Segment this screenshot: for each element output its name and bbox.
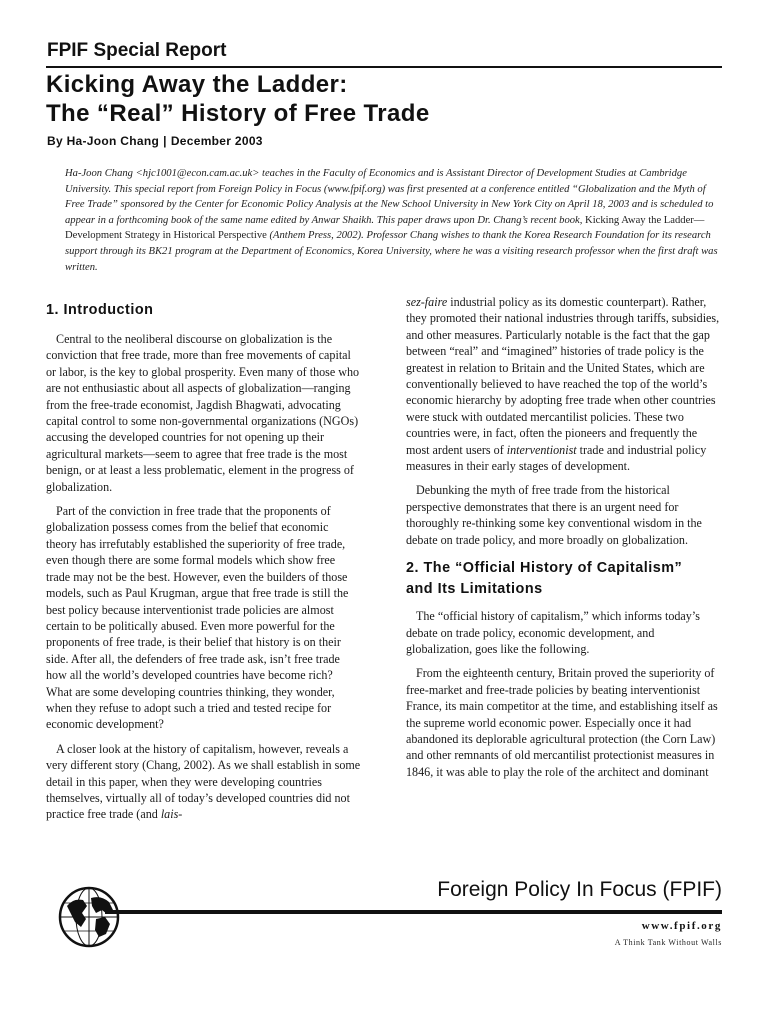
- section-2-heading-line-2: and Its Limitations: [406, 581, 543, 598]
- intro-paragraph-2: Part of the conviction in free trade that the proponents of globalization possess comes from the belief that economic theory has irrefutably established the superiority of free trade, even though there are some formal models which show free trade may not be the best. However, even the builders of those models, such as Paul Krugman, argue that free trade is still the best policy because interventionist trade policies are almost certain to be politically abused. Even more powerful for the proponents of free trade, is their belief that history is on their side. After all, the defenders of free trade ask, isn’t free trade how all the world’s developed countries have become rich? What are some developing countries thinking, they wonder, when they refuse to adopt such a tried and tested recipe for economic development?: [46, 504, 349, 732]
- footer-divider: [105, 910, 722, 914]
- fpif-globe-logo: [58, 886, 120, 948]
- series-label: FPIF Special Report: [47, 40, 227, 61]
- title-line-2: The “Real” History of Free Trade: [46, 100, 430, 127]
- report-title: [46, 70, 726, 128]
- section-2-paragraph-1: The “official history of capitalism,” which informs today’s debate on trade policy, economic development, and globalization, goes like the following.: [406, 609, 700, 656]
- footer-tagline: A Think Tank Without Walls: [614, 938, 722, 947]
- author: By Ha-Joon Chang: [47, 134, 160, 148]
- intro-paragraph-3-tail: trade and industrial policy measures in their early stages of development.: [406, 442, 707, 474]
- intro-paragraph-3-continued: [406, 294, 721, 474]
- interventionist-emphasis: interventionist: [506, 442, 577, 457]
- title-line-1: Kicking Away the Ladder:: [46, 71, 348, 98]
- intro-paragraph-3-start: [46, 741, 361, 823]
- intro-paragraph-4: Debunking the myth of free trade from the historical perspective demonstrates that there is an urgent need for thoroughly re-thinking some key conventional wisdom in the debate on trade policy, and more broadly on globalization.: [406, 483, 702, 547]
- section-2-paragraph-2: From the eighteenth century, Britain proved the superiority of free-market and free-trade policies by beating interventionist France, its main competitor at the time, and establishing itself as the supreme world economic power. Especially once it had abandoned its deplorable agricultural protection (the Corn Law) and other remnants of old mercantilist protectionist measures in 1846, it was able to play the role of the architect and dominant: [406, 666, 718, 779]
- laissez-faire-start: lais-: [160, 807, 183, 822]
- author-note-part-2: (Anthem Press, 2002). Professor Chang wishes to thank the Korea Research Foundation for its research support through its BK21 program at the Department of Economics, Korea University, where he was a visiting research professor when the first draft was written.: [65, 230, 718, 273]
- right-column: [406, 294, 721, 788]
- intro-paragraph-1: Central to the neoliberal discourse on globalization is the conviction that free trade, more than free movements of capital or labor, is the key to global prosperity. Even many of those who are not enthusiastic about all aspects of globalization—ranging from the free-trade economist, Jagdish Bhagwati, advocating capital control to some non-governmental organizations (NGOs) accusing the developed countries for not opening up their agricultural markets—seem to agree that free trade is the most benign, or at least a less problematic, element in the progress of globalization.: [46, 332, 360, 494]
- author-note-part-1: Ha-Joon Chang <hjc1001@econ.cam.ac.uk> teaches in the Faculty of Economics and is Assistant Director of Development Studies at Cambridge University. This special report from Foreign Policy in Focus (www.fpif.org) was first presented at a conference entitled “Globalization and the Myth of Free Trade” sponsored by the Center for Economic Policy Analysis at the New School University in New York City on April 18, 2003 and is scheduled to appear in a forthcoming book of the same name edited by Anwar Shaikh. This paper draws upon Dr. Chang’s recent book,: [65, 168, 714, 226]
- intro-paragraph-3-text: A closer look at the history of capitalism, however, reveals a very different story (Chang, 2002). As we shall establish in some detail in this paper, when they were developing countries themselves, virtually all of today’s developed countries did not practice free trade (and: [46, 741, 361, 822]
- footer-url-link[interactable]: www.fpif.org: [641, 920, 722, 932]
- book-title: Kicking Away the Ladder—Development Strategy in Historical Perspective: [65, 214, 705, 242]
- publication-date: December 2003: [170, 134, 263, 148]
- left-column: [46, 296, 361, 831]
- section-heading-official-history: [406, 558, 721, 600]
- byline-separator: |: [163, 134, 167, 148]
- byline: [47, 134, 727, 148]
- author-note: [65, 166, 725, 275]
- footer-brand: Foreign Policy In Focus (FPIF): [437, 878, 722, 901]
- intro-paragraph-3-body: industrial policy as its domestic counterpart). Rather, they promoted their national industries through tariffs, subsidies, and other measures. Particularly notable is the fact that the gap between “real” and “imagined” histories of trade policy is the greatest in relation to Britain and the United States, which are conventionally believed to have reached the top of the world’s economic hierarchy by adopting free trade when other countries were stuck with outdated mercantilist policies. These two countries were, in fact, often the pioneers and frequently the most ardent users of: [406, 295, 720, 457]
- section-heading-introduction: 1. Introduction: [46, 302, 154, 318]
- section-2-heading-line-1: 2. The “Official History of Capitalism”: [406, 560, 683, 577]
- header-divider: [46, 66, 722, 68]
- laissez-faire-end: sez-faire: [406, 295, 448, 309]
